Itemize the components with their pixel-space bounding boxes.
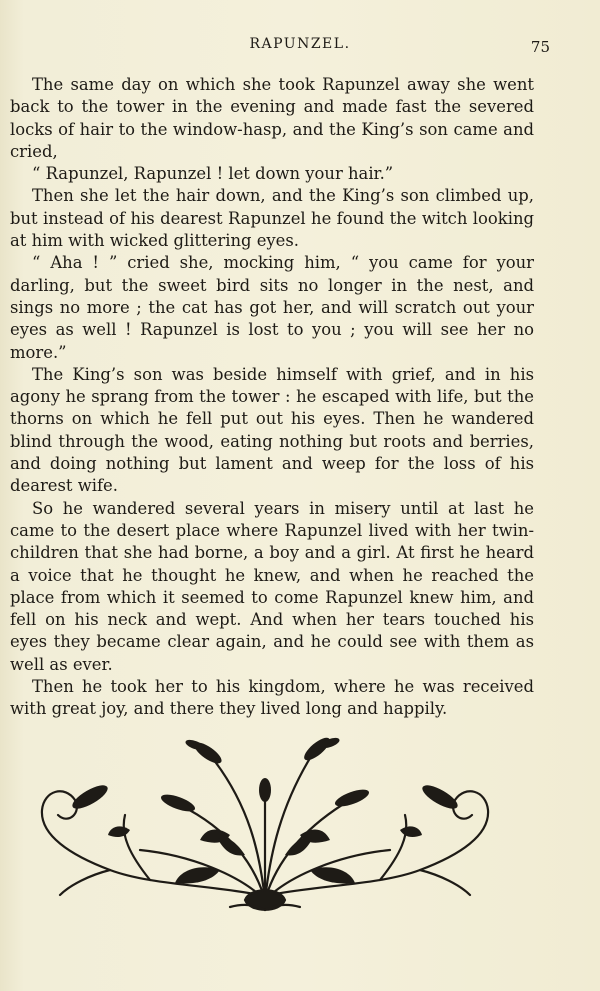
paragraph-2: “ Rapunzel, Rapunzel ! let down your hair.”: [32, 164, 394, 184]
rampion-plant-ornament-icon: [30, 735, 500, 915]
running-title: RAPUNZEL.: [249, 36, 351, 52]
paragraph-7: Then he took her to his kingdom, where he was received with great joy, and there they lived long and happily.: [10, 677, 534, 719]
paragraph-4: “ Aha ! ” cried she, mocking him, “ you came for your darling, but the sweet bird sits no longer in the nest, and sings no more ; the cat has got her, and will scratch out your eyes as well ! Rapunzel is lost to you ; you will see her no more.”: [10, 253, 534, 362]
running-head: [0, 36, 600, 58]
story-text: [10, 74, 534, 721]
paragraph-1: The same day on which she took Rapunzel away she went back to the tower in the evening and made fast the severed locks of hair to the window-hasp, and the King’s son came and cried,: [10, 75, 534, 161]
paragraph-3: Then she let the hair down, and the King’s son climbed up, but instead of his dearest Rapunzel he found the witch looking at him with wicked glittering eyes.: [10, 186, 534, 251]
page-number: 75: [530, 38, 550, 56]
paragraph-6: So he wandered several years in misery until at last he came to the desert place where Rapunzel lived with her twin-children that she had borne, a boy and a girl. At first he heard a voice that he thought he knew, and when he reached the place from which it seemed to come Rapunzel knew him, and fell on his neck and wept. And when her tears touched his eyes they became clear again, and he could see with them as well as ever.: [10, 498, 534, 674]
paragraph-5: The King’s son was beside himself with grief, and in his agony he sprang from the tower : he escaped with life, but the thorns on which he fell put out his eyes. Then he wandered blind through the wood, eating nothing but roots and berries, and doing nothing but lament and weep for the loss of his dearest wife.: [10, 364, 534, 496]
